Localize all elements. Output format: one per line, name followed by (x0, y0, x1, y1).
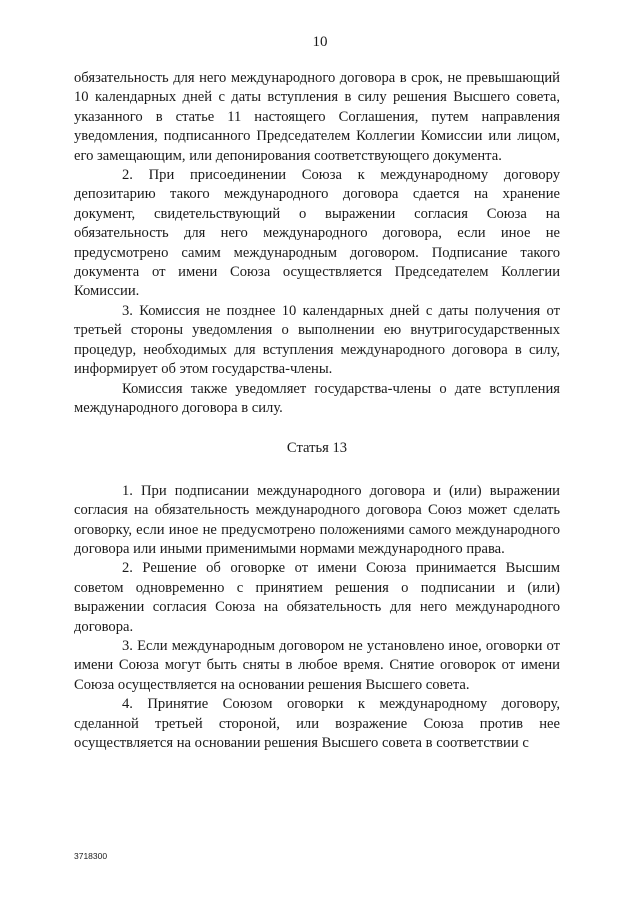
paragraph-article13-item4: 4. Принятие Союзом оговорки к международному договору, сделанной третьей стороной, или возражение Союза против нее осуществляется на основании решения Высшего совета в соответствии с (74, 696, 560, 751)
page-number: 10 (312, 34, 328, 50)
paragraph-article12-notice: Комиссия также уведомляет государства-члены о дате вступления международного договора в силу. (74, 380, 560, 416)
paragraph-article13-item2: 2. Решение об оговорке от имени Союза принимается Высшим советом одновременно с принятием решения о подписании и (или) выражении согласия Союза на обязательность для него международного договора. (74, 560, 560, 635)
paragraph-article13-item1: 1. При подписании международного договора и (или) выражении согласия на обязательность международного договора Союз может сделать оговорку, если иное не предусмотрено положениями самого международного договора или иными применимыми нормами международного права. (74, 482, 560, 557)
document-code: 3718300 (74, 851, 108, 861)
article-heading: Статья 13 (286, 440, 348, 457)
paragraph-article12-item2: 2. При присоединении Союза к международному договору депозитарию такого международного договора сдается на хранение документ, свидетельствующий о выражении согласия Союза на обязательность для него международного договора, если иное не предусмотрено самим международным договором. Подписание такого документа от имени Союза осуществляется Председателем Коллегии Комиссии. (74, 167, 560, 300)
document-body (74, 69, 560, 753)
paragraph-article12-item3: 3. Комиссия не позднее 10 календарных дней с даты получения от третьей стороны уведомления о выполнении ею внутригосударственных процедур, необходимых для вступления международного договора в силу, информирует об этом государства-члены. (74, 302, 560, 378)
paragraph-continuation: обязательность для него международного договора в срок, не превышающий 10 календарных дней с даты вступления в силу решения Высшего совета, указанного в статье 11 настоящего Соглашения, путем направления уведомления, подписанного Председателем Коллегии Комиссии или лицом, его замещающим, или депонирования соответствующего документа. (74, 70, 560, 164)
paragraph-article13-item3: 3. Если международным договором не установлено иное, оговорки от имени Союза могут быть сняты в любое время. Снятие оговорок от имени Союза осуществляется на основании решения Высшего совета. (74, 637, 560, 693)
